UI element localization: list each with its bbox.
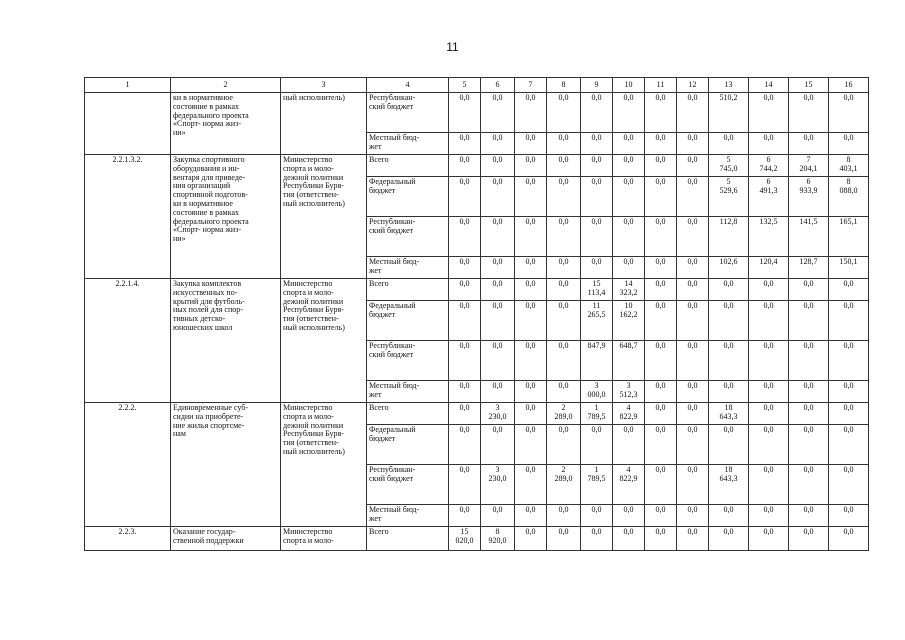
value-cell: 510,2	[709, 93, 749, 133]
value-cell: 0,0	[449, 505, 481, 527]
value-cell: 0,0	[709, 133, 749, 155]
funding-source-cell: Федеральный бюджет	[367, 425, 449, 465]
value-cell: 0,0	[449, 403, 481, 425]
value-cell: 0,0	[749, 527, 789, 551]
value-cell: 3 000,0	[581, 381, 613, 403]
value-cell: 0,0	[547, 425, 581, 465]
value-cell: 0,0	[515, 381, 547, 403]
value-cell: 0,0	[581, 93, 613, 133]
value-cell: 0,0	[581, 155, 613, 177]
value-cell: 0,0	[789, 505, 829, 527]
item-name-cell: Закупка комплектов искусственных по- крытий для футболь- ных полей для спор- тивных детско- юношеских школ	[171, 279, 281, 403]
value-cell: 0,0	[481, 505, 515, 527]
value-cell: 0,0	[547, 527, 581, 551]
item-code-cell: 2.2.2.	[85, 403, 171, 527]
value-cell: 0,0	[645, 177, 677, 217]
value-cell: 0,0	[613, 527, 645, 551]
item-code-cell: 2.2.1.3.2.	[85, 155, 171, 279]
value-cell: 0,0	[749, 381, 789, 403]
value-cell: 0,0	[481, 381, 515, 403]
value-cell: 5 745,0	[709, 155, 749, 177]
value-cell: 0,0	[481, 425, 515, 465]
value-cell: 0,0	[829, 505, 869, 527]
header-cell: 15	[789, 78, 829, 93]
value-cell: 0,0	[829, 381, 869, 403]
funding-source-cell: Республикан- ский бюджет	[367, 217, 449, 257]
page-number: 11	[446, 40, 459, 54]
value-cell: 0,0	[829, 341, 869, 381]
funding-source-cell: Федеральный бюджет	[367, 177, 449, 217]
value-cell: 0,0	[709, 381, 749, 403]
value-cell: 847,9	[581, 341, 613, 381]
header-cell: 16	[829, 78, 869, 93]
value-cell: 0,0	[449, 465, 481, 505]
value-cell: 120,4	[749, 257, 789, 279]
executor-cell: Министерство спорта и моло- дежной политики Республики Буря- тия (ответствен- ный исполнитель)	[281, 155, 367, 279]
value-cell: 0,0	[749, 301, 789, 341]
header-cell: 6	[481, 78, 515, 93]
header-cell: 7	[515, 78, 547, 93]
value-cell: 150,1	[829, 257, 869, 279]
value-cell: 0,0	[547, 381, 581, 403]
value-cell: 0,0	[481, 155, 515, 177]
header-cell: 4	[367, 78, 449, 93]
value-cell: 0,0	[547, 93, 581, 133]
value-cell: 0,0	[515, 217, 547, 257]
value-cell: 0,0	[515, 301, 547, 341]
value-cell: 0,0	[709, 279, 749, 301]
value-cell: 0,0	[515, 279, 547, 301]
value-cell: 0,0	[613, 505, 645, 527]
value-cell: 0,0	[449, 425, 481, 465]
value-cell: 0,0	[613, 257, 645, 279]
value-cell: 1 789,5	[581, 465, 613, 505]
value-cell: 1 789,5	[581, 403, 613, 425]
value-cell: 18 643,3	[709, 403, 749, 425]
value-cell: 0,0	[613, 425, 645, 465]
value-cell: 0,0	[749, 425, 789, 465]
value-cell: 0,0	[709, 527, 749, 551]
value-cell: 8 920,0	[481, 527, 515, 551]
value-cell: 0,0	[645, 465, 677, 505]
header-cell: 10	[613, 78, 645, 93]
funding-source-cell: Местный бюд- жет	[367, 381, 449, 403]
value-cell: 0,0	[789, 133, 829, 155]
executor-cell: Министерство спорта и моло- дежной политики Республики Буря- тия (ответствен- ный исполнитель)	[281, 279, 367, 403]
value-cell: 0,0	[677, 93, 709, 133]
value-cell: 0,0	[547, 155, 581, 177]
header-cell: 8	[547, 78, 581, 93]
value-cell: 6 491,3	[749, 177, 789, 217]
value-cell: 165,1	[829, 217, 869, 257]
value-cell: 0,0	[829, 93, 869, 133]
value-cell: 0,0	[515, 505, 547, 527]
value-cell: 0,0	[677, 217, 709, 257]
value-cell: 0,0	[547, 341, 581, 381]
table-row	[85, 155, 869, 177]
funding-source-cell: Республикан- ский бюджет	[367, 465, 449, 505]
value-cell: 0,0	[677, 527, 709, 551]
funding-source-cell: Местный бюд- жет	[367, 505, 449, 527]
value-cell: 0,0	[481, 93, 515, 133]
value-cell: 128,7	[789, 257, 829, 279]
value-cell: 0,0	[677, 177, 709, 217]
value-cell: 0,0	[749, 403, 789, 425]
header-cell: 5	[449, 78, 481, 93]
value-cell: 0,0	[581, 257, 613, 279]
value-cell: 0,0	[613, 133, 645, 155]
value-cell: 14 323,2	[613, 279, 645, 301]
value-cell: 0,0	[709, 505, 749, 527]
value-cell: 0,0	[709, 341, 749, 381]
value-cell: 0,0	[645, 217, 677, 257]
value-cell: 0,0	[789, 403, 829, 425]
value-cell: 18 643,3	[709, 465, 749, 505]
value-cell: 0,0	[581, 527, 613, 551]
value-cell: 0,0	[515, 257, 547, 279]
value-cell: 0,0	[829, 301, 869, 341]
value-cell: 648,7	[613, 341, 645, 381]
value-cell: 0,0	[645, 505, 677, 527]
value-cell: 5 529,6	[709, 177, 749, 217]
value-cell: 0,0	[789, 381, 829, 403]
value-cell: 0,0	[613, 177, 645, 217]
value-cell: 0,0	[481, 177, 515, 217]
value-cell: 4 822,9	[613, 465, 645, 505]
value-cell: 0,0	[645, 403, 677, 425]
value-cell: 0,0	[789, 527, 829, 551]
value-cell: 0,0	[645, 279, 677, 301]
table-row	[85, 403, 869, 425]
value-cell: 0,0	[613, 155, 645, 177]
value-cell: 0,0	[645, 155, 677, 177]
header-cell: 13	[709, 78, 749, 93]
funding-source-cell: Всего	[367, 527, 449, 551]
value-cell: 0,0	[645, 93, 677, 133]
value-cell: 0,0	[449, 133, 481, 155]
header-cell: 12	[677, 78, 709, 93]
value-cell: 0,0	[449, 155, 481, 177]
funding-source-cell: Федеральный бюджет	[367, 301, 449, 341]
item-name-cell: ки в нормативное состояние в рамках федерального проекта «Спорт- норма жиз- ни»	[171, 93, 281, 155]
value-cell: 112,8	[709, 217, 749, 257]
value-cell: 0,0	[789, 279, 829, 301]
value-cell: 0,0	[581, 505, 613, 527]
table-row	[85, 527, 869, 551]
item-code-cell: 2.2.3.	[85, 527, 171, 551]
value-cell: 0,0	[709, 301, 749, 341]
value-cell: 0,0	[449, 257, 481, 279]
funding-source-cell: Республикан- ский бюджет	[367, 93, 449, 133]
value-cell: 0,0	[515, 133, 547, 155]
value-cell: 0,0	[677, 155, 709, 177]
value-cell: 0,0	[515, 465, 547, 505]
value-cell: 0,0	[829, 403, 869, 425]
value-cell: 8 403,1	[829, 155, 869, 177]
value-cell: 0,0	[645, 133, 677, 155]
value-cell: 0,0	[709, 425, 749, 465]
value-cell: 0,0	[547, 505, 581, 527]
value-cell: 3 230,0	[481, 403, 515, 425]
value-cell: 0,0	[515, 341, 547, 381]
value-cell: 6 933,9	[789, 177, 829, 217]
table-row	[85, 93, 869, 133]
value-cell: 0,0	[645, 257, 677, 279]
value-cell: 3 512,3	[613, 381, 645, 403]
value-cell: 0,0	[547, 257, 581, 279]
value-cell: 0,0	[515, 425, 547, 465]
value-cell: 0,0	[789, 93, 829, 133]
value-cell: 0,0	[613, 93, 645, 133]
item-code-cell: 2.2.1.4.	[85, 279, 171, 403]
header-cell: 3	[281, 78, 367, 93]
funding-source-cell: Республикан- ский бюджет	[367, 341, 449, 381]
header-cell: 14	[749, 78, 789, 93]
value-cell: 0,0	[677, 465, 709, 505]
executor-cell: Министерство спорта и моло-	[281, 527, 367, 551]
value-cell: 0,0	[481, 279, 515, 301]
value-cell: 0,0	[829, 425, 869, 465]
value-cell: 0,0	[613, 217, 645, 257]
value-cell: 4 822,9	[613, 403, 645, 425]
budget-table	[84, 77, 869, 551]
value-cell: 0,0	[515, 403, 547, 425]
value-cell: 102,6	[709, 257, 749, 279]
funding-source-cell: Всего	[367, 403, 449, 425]
value-cell: 0,0	[581, 425, 613, 465]
value-cell: 0,0	[449, 279, 481, 301]
value-cell: 0,0	[645, 425, 677, 465]
value-cell: 10 162,2	[613, 301, 645, 341]
value-cell: 0,0	[749, 505, 789, 527]
value-cell: 0,0	[547, 301, 581, 341]
value-cell: 0,0	[449, 177, 481, 217]
value-cell: 0,0	[677, 133, 709, 155]
value-cell: 0,0	[789, 341, 829, 381]
header-cell: 2	[171, 78, 281, 93]
value-cell: 0,0	[749, 279, 789, 301]
header-cell: 1	[85, 78, 171, 93]
value-cell: 0,0	[789, 425, 829, 465]
value-cell: 0,0	[449, 301, 481, 341]
value-cell: 0,0	[677, 279, 709, 301]
value-cell: 0,0	[581, 217, 613, 257]
value-cell: 0,0	[449, 93, 481, 133]
table-row	[85, 279, 869, 301]
value-cell: 0,0	[515, 93, 547, 133]
value-cell: 0,0	[645, 341, 677, 381]
value-cell: 0,0	[677, 403, 709, 425]
item-code-cell	[85, 93, 171, 155]
value-cell: 0,0	[789, 465, 829, 505]
value-cell: 0,0	[547, 133, 581, 155]
value-cell: 0,0	[645, 527, 677, 551]
header-cell: 9	[581, 78, 613, 93]
item-name-cell: Единовременные суб- сидии на приобрете- ние жилья спортсме- нам	[171, 403, 281, 527]
value-cell: 0,0	[749, 341, 789, 381]
value-cell: 132,5	[749, 217, 789, 257]
value-cell: 11 265,5	[581, 301, 613, 341]
value-cell: 0,0	[829, 465, 869, 505]
value-cell: 3 230,0	[481, 465, 515, 505]
value-cell: 6 744,2	[749, 155, 789, 177]
value-cell: 0,0	[547, 279, 581, 301]
item-name-cell: Оказание государ- ственной поддержки	[171, 527, 281, 551]
value-cell: 0,0	[515, 155, 547, 177]
value-cell: 0,0	[481, 257, 515, 279]
value-cell: 0,0	[581, 177, 613, 217]
value-cell: 0,0	[677, 301, 709, 341]
value-cell: 0,0	[581, 133, 613, 155]
value-cell: 0,0	[677, 341, 709, 381]
executor-cell: Министерство спорта и моло- дежной политики Республики Буря- тия (ответствен- ный исполнитель)	[281, 403, 367, 527]
value-cell: 0,0	[515, 527, 547, 551]
value-cell: 2 289,0	[547, 465, 581, 505]
value-cell: 0,0	[547, 217, 581, 257]
value-cell: 0,0	[749, 93, 789, 133]
value-cell: 0,0	[677, 425, 709, 465]
value-cell: 0,0	[449, 217, 481, 257]
value-cell: 0,0	[829, 133, 869, 155]
value-cell: 0,0	[789, 301, 829, 341]
funding-source-cell: Всего	[367, 155, 449, 177]
value-cell: 0,0	[645, 381, 677, 403]
value-cell: 0,0	[677, 257, 709, 279]
value-cell: 0,0	[481, 341, 515, 381]
value-cell: 8 088,0	[829, 177, 869, 217]
value-cell: 0,0	[515, 177, 547, 217]
value-cell: 7 204,1	[789, 155, 829, 177]
header-cell: 11	[645, 78, 677, 93]
value-cell: 0,0	[449, 341, 481, 381]
funding-source-cell: Местный бюд- жет	[367, 257, 449, 279]
value-cell: 141,5	[789, 217, 829, 257]
value-cell: 0,0	[645, 301, 677, 341]
value-cell: 0,0	[481, 301, 515, 341]
value-cell: 0,0	[829, 279, 869, 301]
executor-cell: ный исполнитель)	[281, 93, 367, 155]
item-name-cell: Закупка спортивного оборудования и ин- вентаря для приведе- ния организаций спортивной подготов- ки в нормативное состояние в рамках федерального проекта «Спорт- норма жиз- ни»	[171, 155, 281, 279]
value-cell: 0,0	[481, 217, 515, 257]
value-cell: 0,0	[677, 381, 709, 403]
value-cell: 15 113,4	[581, 279, 613, 301]
value-cell: 0,0	[547, 177, 581, 217]
value-cell: 2 289,0	[547, 403, 581, 425]
funding-source-cell: Всего	[367, 279, 449, 301]
value-cell: 0,0	[677, 505, 709, 527]
value-cell: 0,0	[481, 133, 515, 155]
header-row	[85, 78, 869, 93]
funding-source-cell: Местный бюд- жет	[367, 133, 449, 155]
value-cell: 0,0	[829, 527, 869, 551]
value-cell: 0,0	[749, 133, 789, 155]
value-cell: 0,0	[749, 465, 789, 505]
value-cell: 15 020,0	[449, 527, 481, 551]
value-cell: 0,0	[449, 381, 481, 403]
